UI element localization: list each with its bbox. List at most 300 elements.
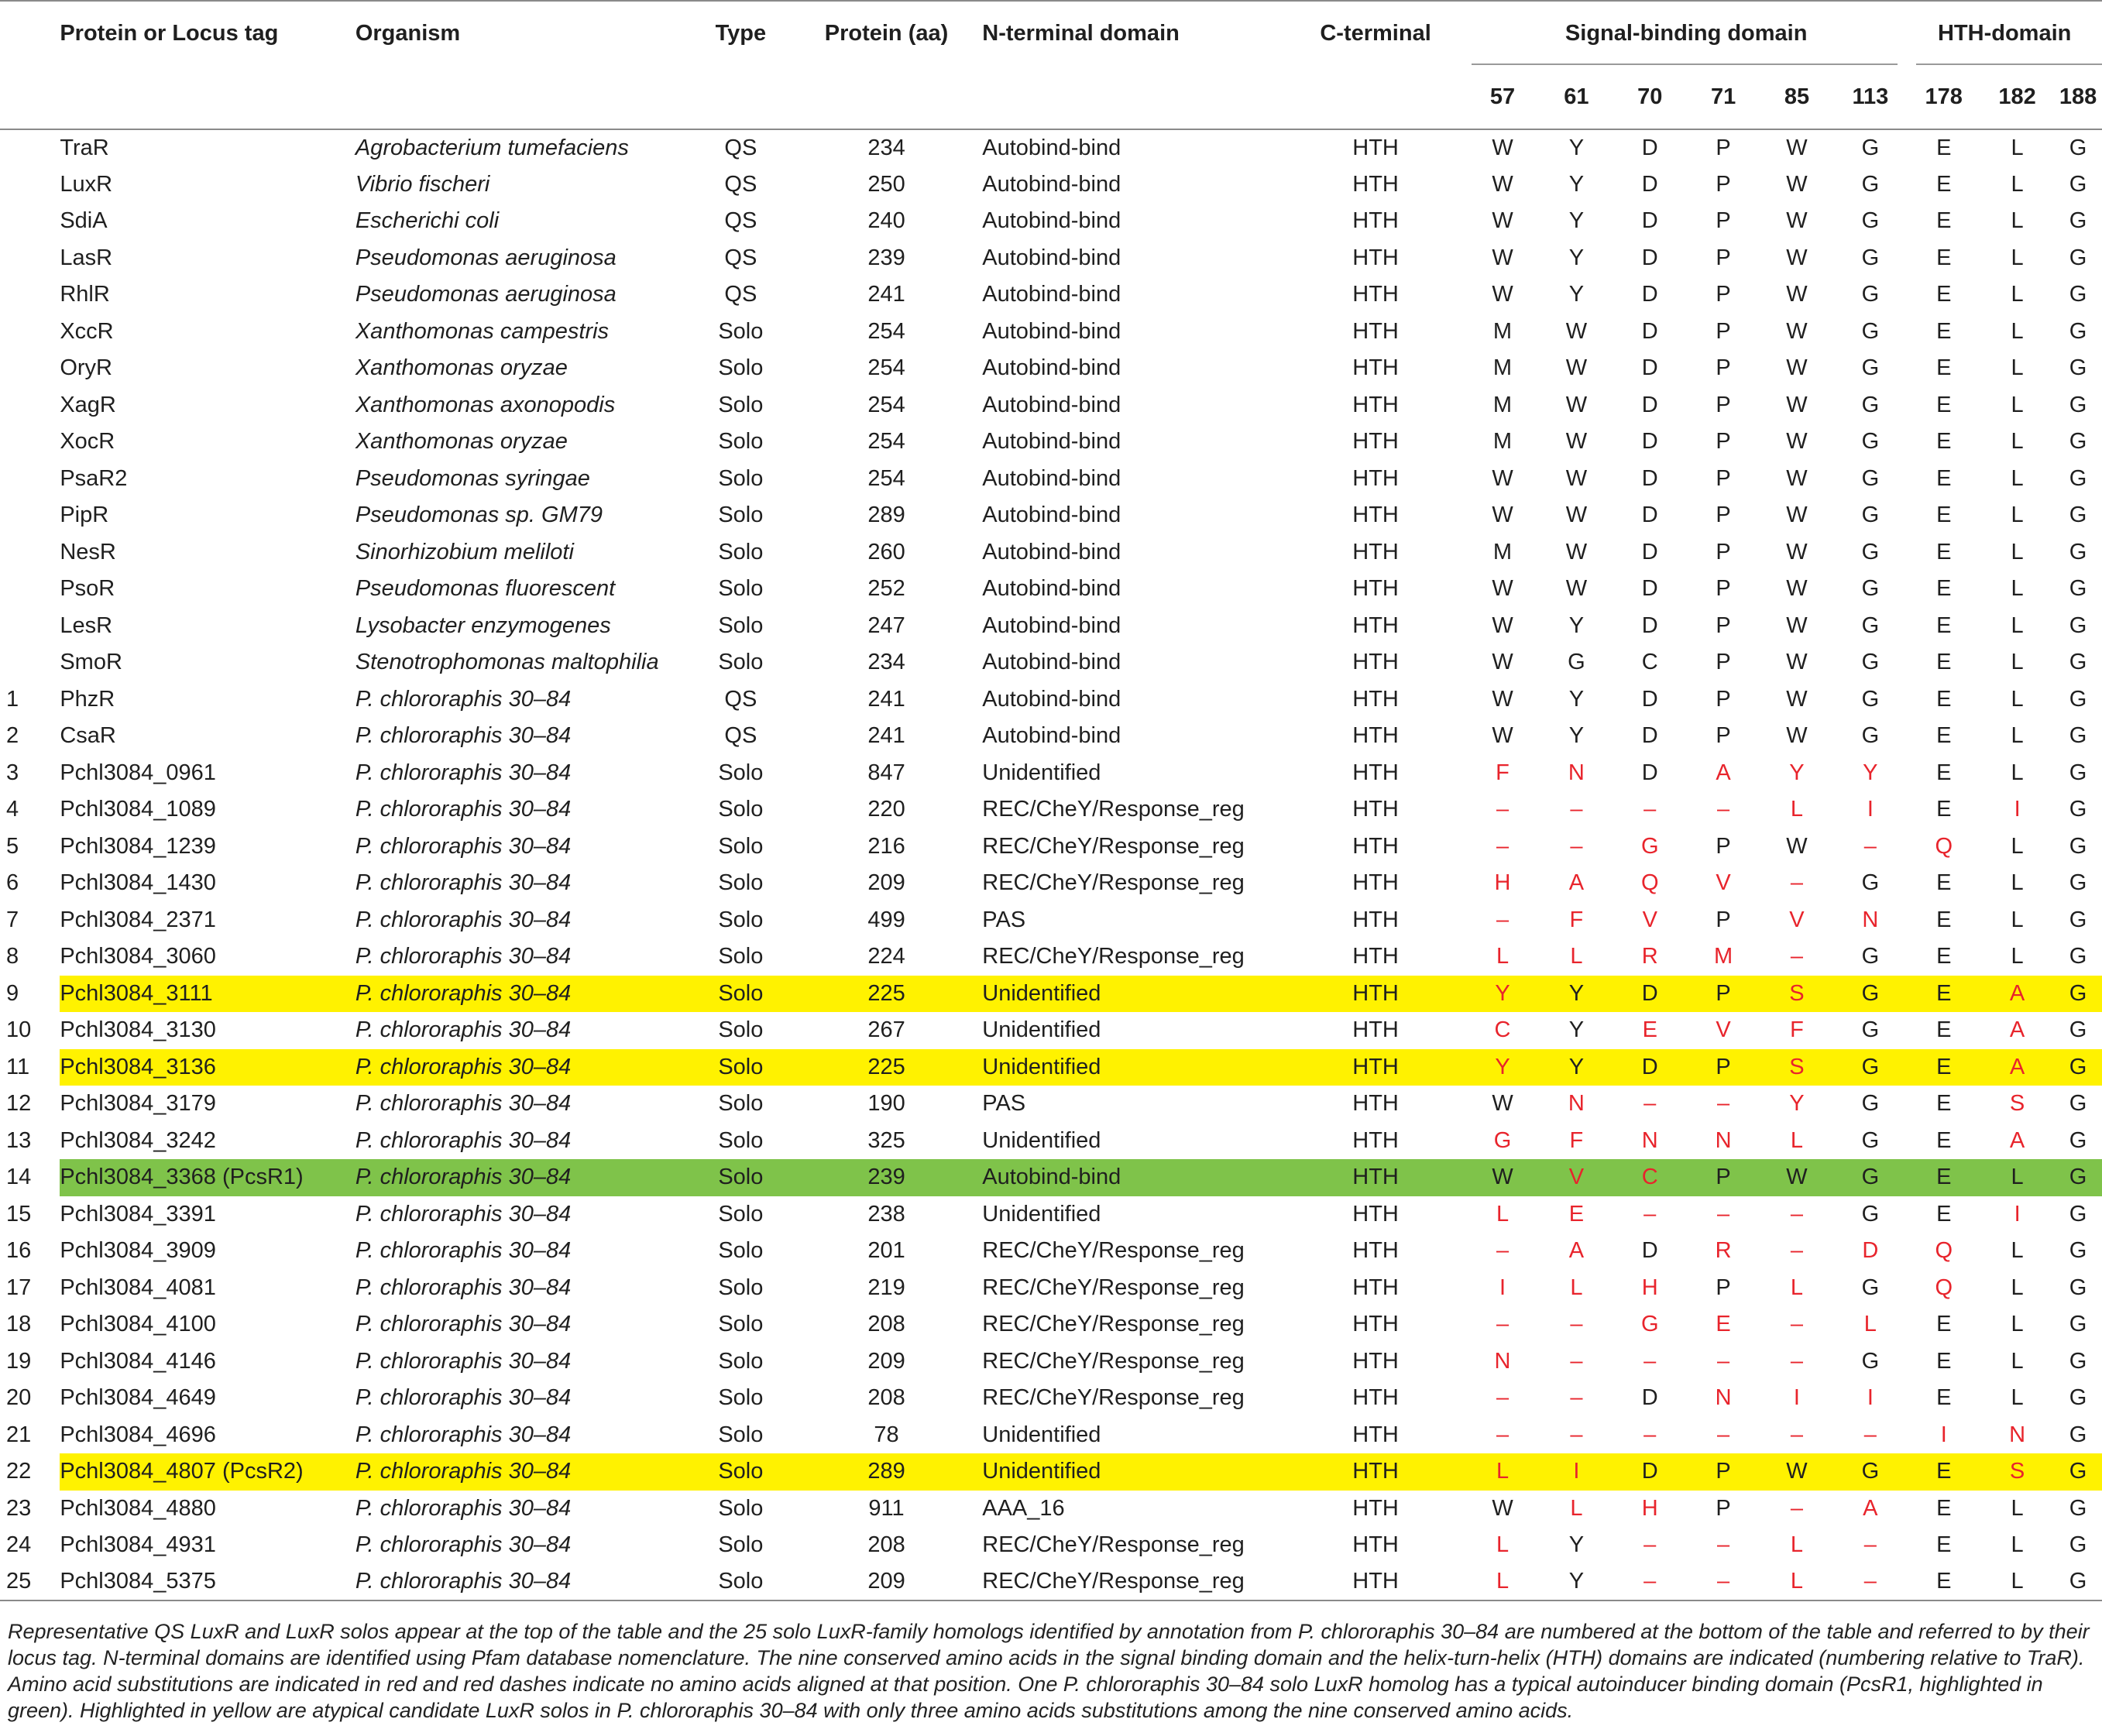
organism-name: P. chlororaphis 30–84 <box>355 1569 572 1594</box>
protein-name: XccR <box>60 318 114 344</box>
nterm-domain: Autobind-bind <box>982 539 1121 564</box>
residue-178: E <box>1936 245 1952 270</box>
residue-71: P <box>1716 833 1731 859</box>
residue-71: P <box>1716 723 1731 749</box>
residue-61: L <box>1570 944 1583 969</box>
residue-61: – <box>1570 833 1583 859</box>
residue-85: W <box>1786 318 1808 344</box>
length-cell: 219 <box>867 1275 905 1300</box>
row-number: 25 <box>6 1569 32 1594</box>
row-number: 8 <box>6 944 19 969</box>
type-cell: Solo <box>718 1495 764 1521</box>
residue-178: E <box>1936 465 1952 491</box>
cterm-domain: HTH <box>1352 429 1399 455</box>
cterm-domain: HTH <box>1286 976 1465 1013</box>
residue-182: L <box>1980 1159 2054 1196</box>
residue-61: Y <box>1568 135 1585 160</box>
table-row <box>0 1527 2102 1564</box>
residue-188: G <box>2069 245 2087 270</box>
residue-113: A <box>1863 1495 1878 1521</box>
residue-113: G <box>1861 135 1880 160</box>
length-cell: 190 <box>867 1091 905 1117</box>
organism-name: P. chlororaphis 30–84 <box>355 1201 572 1227</box>
residue-113: I <box>1867 797 1874 822</box>
residue-85: W <box>1786 576 1808 602</box>
residue-188: G <box>2069 429 2087 455</box>
type-cell: Solo <box>718 355 764 381</box>
nterm-domain: Autobind-bind <box>982 282 1121 307</box>
row-number: 24 <box>6 1532 32 1558</box>
protein-name: TraR <box>60 135 109 160</box>
residue-188: G <box>2069 576 2087 602</box>
residue-70: D <box>1641 208 1658 234</box>
nterm-domain: REC/CheY/Response_reg <box>982 1238 1245 1264</box>
residue-85: W <box>1760 1159 1834 1196</box>
cterm-domain: HTH <box>1352 650 1399 675</box>
residue-57: – <box>1496 1238 1510 1264</box>
residue-70: V <box>1642 907 1657 932</box>
type-cell: Solo <box>718 576 764 602</box>
table-header <box>0 1 2102 129</box>
residue-178: E <box>1936 503 1952 528</box>
table-row <box>0 1123 2102 1160</box>
organism-name: P. chlororaphis 30–84 <box>355 944 572 969</box>
residue-57: M <box>1492 392 1513 417</box>
table-row <box>0 1417 2102 1454</box>
residue-113: G <box>1861 282 1880 307</box>
protein-name: PsoR <box>60 576 115 602</box>
residue-70: D <box>1641 429 1658 455</box>
residue-85: W <box>1786 355 1808 381</box>
residue-61: Y <box>1568 245 1585 270</box>
residue-178: E <box>1936 944 1952 969</box>
residue-113: G <box>1861 1201 1880 1227</box>
residue-182: L <box>2011 833 2024 859</box>
protein-name: Pchl3084_3909 <box>60 1238 216 1264</box>
residue-70: D <box>1641 503 1658 528</box>
residue-178: E <box>1907 1453 1980 1491</box>
residue-188: G <box>2069 208 2087 234</box>
residue-57: C <box>1494 1017 1511 1043</box>
length-cell: 220 <box>867 797 905 822</box>
row-number: 21 <box>6 1422 32 1447</box>
residue-57: – <box>1496 1312 1510 1337</box>
cterm-domain: HTH <box>1352 944 1399 969</box>
residue-61: Y <box>1568 282 1585 307</box>
table-row <box>0 938 2102 976</box>
residue-57: L <box>1496 1569 1510 1594</box>
residue-70: D <box>1641 245 1658 270</box>
nterm-domain: REC/CheY/Response_reg <box>982 797 1245 822</box>
cterm-domain: HTH <box>1352 171 1399 197</box>
table-caption: Representative QS LuxR and LuxR solos appear at the top of the table and the 25 solo LuxR-family homologs identified by annotation from P. chlororaphis 30–84 are numbered at the bottom of the table and referred to by their locus tag. N-terminal domains are identified using Pfam database nomenclature. The nine conserved amino acids in the signal binding domain and the helix-turn-helix (HTH) domains are indicated (numbering relative to TraR). Amino acid substitutions are indicated in red and red dashes indicate no amino acids aligned at that position. One P. chlororaphis 30–84 solo LuxR homolog has a typical autoinducer binding domain (PcsR1, highlighted in green). Highlighted in yellow are atypical candidate LuxR solos in P. chlororaphis 30–84 with only three amino acids substitutions among the nine conserved amino acids. <box>8 1620 2090 1722</box>
length-cell: 239 <box>867 245 905 270</box>
residue-113: G <box>1861 539 1880 564</box>
organism-name: P. chlororaphis 30–84 <box>355 797 572 822</box>
residue-71: A <box>1716 760 1731 785</box>
residue-188: G <box>2069 612 2087 638</box>
residue-113: D <box>1862 1238 1879 1264</box>
residue-188: G <box>2069 944 2087 969</box>
residue-61: N <box>1568 760 1585 785</box>
residue-57: – <box>1496 1422 1510 1447</box>
residue-71: P <box>1716 465 1731 491</box>
residue-188: G <box>2069 1312 2087 1337</box>
residue-188: G <box>2069 1348 2087 1374</box>
row-number: 2 <box>6 723 19 749</box>
length-cell: 241 <box>867 686 905 712</box>
residue-182: A <box>2009 1017 2025 1043</box>
table-row <box>0 461 2102 498</box>
residue-188: G <box>2069 1127 2087 1153</box>
cterm-domain: HTH <box>1352 612 1399 638</box>
residue-85: W <box>1786 539 1808 564</box>
residue-61: – <box>1570 1348 1583 1374</box>
residue-61: Y <box>1540 1049 1613 1086</box>
residue-178: E <box>1936 576 1952 602</box>
residue-71: P <box>1716 503 1731 528</box>
cterm-domain: HTH <box>1352 1275 1399 1300</box>
header-organism: Organism <box>355 20 461 46</box>
residue-182: A <box>1980 1049 2054 1086</box>
type-cell: Solo <box>718 650 764 675</box>
table-row <box>0 681 2102 719</box>
residue-85: Y <box>1789 760 1805 785</box>
nterm-domain: Autobind-bind <box>982 723 1121 749</box>
residue-113: G <box>1861 612 1880 638</box>
table-row <box>0 166 2102 204</box>
residue-71: M <box>1714 944 1733 969</box>
type-cell: Solo <box>718 1091 764 1117</box>
residue-70: – <box>1643 1422 1657 1447</box>
table-row <box>0 497 2102 534</box>
nterm-domain: Autobind-bind <box>982 576 1121 602</box>
table-row <box>0 976 2102 1013</box>
residue-178: E <box>1936 135 1952 160</box>
nterm-domain: PAS <box>982 1091 1026 1117</box>
residue-188: G <box>2069 907 2087 932</box>
residue-61: – <box>1570 1312 1583 1337</box>
residue-188: G <box>2069 282 2087 307</box>
row-number: 1 <box>6 686 19 712</box>
type-cell: Solo <box>691 976 791 1013</box>
type-cell: QS <box>724 208 757 234</box>
row-number <box>0 166 60 204</box>
protein-name: Pchl3084_4807 (PcsR2) <box>60 1453 355 1491</box>
organism-name: Xanthomonas campestris <box>355 318 610 344</box>
table-row <box>0 276 2102 314</box>
length-cell: 250 <box>867 171 905 197</box>
residue-61: E <box>1568 1201 1585 1227</box>
cterm-domain: HTH <box>1352 797 1399 822</box>
residue-178: E <box>1936 392 1952 417</box>
organism-name: P. chlororaphis 30–84 <box>355 907 572 932</box>
table-row <box>0 1343 2102 1381</box>
residue-61: F <box>1569 907 1584 932</box>
residue-57: – <box>1496 833 1510 859</box>
length-cell: 209 <box>867 870 905 896</box>
length-cell: 254 <box>867 392 905 417</box>
nterm-domain: REC/CheY/Response_reg <box>982 1275 1245 1300</box>
protein-name: Pchl3084_5375 <box>60 1569 216 1594</box>
protein-name: Pchl3084_1089 <box>60 797 216 822</box>
residue-57: M <box>1492 429 1513 455</box>
row-number: 14 <box>0 1159 60 1196</box>
organism-name: Pseudomonas syringae <box>355 465 590 491</box>
residue-61: V <box>1540 1159 1613 1196</box>
organism-name: Xanthomonas oryzae <box>355 429 568 455</box>
residue-71: P <box>1716 392 1731 417</box>
residue-57: W <box>1492 171 1513 197</box>
type-cell: Solo <box>718 944 764 969</box>
residue-70: D <box>1641 612 1658 638</box>
residue-113: G <box>1861 686 1880 712</box>
protein-name: CsaR <box>60 723 116 749</box>
protein-name: Pchl3084_4880 <box>60 1495 216 1521</box>
table-row <box>0 1196 2102 1233</box>
residue-71: P <box>1716 245 1731 270</box>
residue-70: C <box>1641 650 1658 675</box>
protein-name: Pchl3084_4649 <box>60 1385 216 1411</box>
row-number: 5 <box>6 833 19 859</box>
residue-182: L <box>2011 429 2024 455</box>
row-number: 3 <box>6 760 19 785</box>
protein-name: PipR <box>60 503 109 528</box>
protein-name: Pchl3084_2371 <box>60 907 216 932</box>
residue-57: H <box>1494 870 1511 896</box>
length-cell: 289 <box>791 1453 982 1491</box>
residue-57: W <box>1492 465 1513 491</box>
residue-61: N <box>1568 1091 1585 1117</box>
length-cell: 260 <box>867 539 905 564</box>
residue-188: G <box>2069 1495 2087 1521</box>
table-row <box>0 203 2102 240</box>
residue-182: L <box>2011 392 2024 417</box>
organism-name: P. chlororaphis 30–84 <box>355 1495 572 1521</box>
length-cell: 254 <box>867 355 905 381</box>
residue-178: E <box>1907 1049 1980 1086</box>
protein-name: Pchl3084_1239 <box>60 833 216 859</box>
row-number: 23 <box>6 1495 32 1521</box>
residue-182: L <box>2011 1238 2024 1264</box>
residue-113: G <box>1833 1159 1907 1196</box>
organism-name: P. chlororaphis 30–84 <box>355 723 572 749</box>
cterm-domain: HTH <box>1352 760 1399 785</box>
residue-178: E <box>1936 1017 1952 1043</box>
residue-71: V <box>1716 870 1731 896</box>
type-cell: Solo <box>718 1127 764 1153</box>
cterm-domain: HTH <box>1352 686 1399 712</box>
residue-71: P <box>1716 318 1731 344</box>
residue-57: – <box>1496 907 1510 932</box>
protein-name: SmoR <box>60 650 122 675</box>
residue-61: W <box>1565 465 1588 491</box>
organism-name: Lysobacter enzymogenes <box>355 612 611 638</box>
row-number <box>0 387 60 424</box>
residue-85: W <box>1786 503 1808 528</box>
residue-85: W <box>1786 465 1808 491</box>
protein-name: Pchl3084_3368 (PcsR1) <box>60 1159 355 1196</box>
residue-188: G <box>2069 723 2087 749</box>
residue-85: W <box>1786 833 1808 859</box>
row-number <box>0 203 60 240</box>
residue-57: M <box>1492 539 1513 564</box>
row-number: 7 <box>6 907 19 932</box>
residue-71: – <box>1717 797 1730 822</box>
residue-61: L <box>1570 1495 1583 1521</box>
residue-182: L <box>2011 576 2024 602</box>
nterm-domain: Autobind-bind <box>982 171 1121 197</box>
residue-70: D <box>1641 1385 1658 1411</box>
residue-85: V <box>1789 907 1805 932</box>
organism-name: P. chlororaphis 30–84 <box>355 1127 572 1153</box>
cterm-domain: HTH <box>1352 576 1399 602</box>
type-cell: QS <box>724 135 757 160</box>
residue-113: G <box>1861 318 1880 344</box>
residue-182: L <box>2011 318 2024 344</box>
residue-113: G <box>1861 392 1880 417</box>
type-cell: Solo <box>718 870 764 896</box>
nterm-domain: Autobind-bind <box>982 318 1121 344</box>
protein-name: LuxR <box>60 171 113 197</box>
organism-name: P. chlororaphis 30–84 <box>355 1312 572 1337</box>
residue-61: Y <box>1568 1532 1585 1558</box>
residue-85: L <box>1790 1532 1804 1558</box>
table-row <box>0 314 2102 351</box>
residue-61: G <box>1568 650 1585 675</box>
residue-182: L <box>2011 1495 2024 1521</box>
residue-188: G <box>2069 1017 2087 1043</box>
residue-70: D <box>1641 465 1658 491</box>
residue-113: G <box>1861 429 1880 455</box>
row-number: 16 <box>6 1238 32 1264</box>
residue-85: – <box>1790 1201 1804 1227</box>
residue-57: M <box>1492 318 1513 344</box>
protein-name: XocR <box>60 429 115 455</box>
protein-name: Pchl3084_3060 <box>60 944 216 969</box>
residue-178: E <box>1936 1127 1952 1153</box>
residue-70: G <box>1640 833 1659 859</box>
residue-61: W <box>1565 318 1588 344</box>
protein-name: Pchl3084_3179 <box>60 1091 216 1117</box>
residue-85: – <box>1790 1422 1804 1447</box>
residue-61: – <box>1570 797 1583 822</box>
residue-178: Q <box>1935 1238 1953 1264</box>
residue-182: L <box>2011 245 2024 270</box>
cterm-domain: HTH <box>1352 282 1399 307</box>
header-signal-binding-domain: Signal-binding domain <box>1465 1 1907 65</box>
cterm-domain: HTH <box>1286 1453 1465 1491</box>
header-type: Type <box>715 20 767 46</box>
type-cell: Solo <box>718 1201 764 1227</box>
type-cell: Solo <box>718 318 764 344</box>
residue-188: G <box>2069 870 2087 896</box>
residue-113: L <box>1863 1312 1877 1337</box>
residue-71: N <box>1715 1385 1732 1411</box>
residue-113: – <box>1863 833 1877 859</box>
residue-85: – <box>1790 870 1804 896</box>
residue-71: P <box>1716 208 1731 234</box>
nterm-domain: Unidentified <box>982 1453 1286 1491</box>
length-cell: 225 <box>791 976 982 1013</box>
type-cell: Solo <box>718 1532 764 1558</box>
residue-71: P <box>1716 171 1731 197</box>
residue-178: E <box>1936 429 1952 455</box>
length-cell: 238 <box>867 1201 905 1227</box>
residue-85: L <box>1790 1275 1804 1300</box>
residue-61: W <box>1565 392 1588 417</box>
cterm-domain: HTH <box>1286 1049 1465 1086</box>
residue-182: L <box>2011 870 2024 896</box>
residue-188: G <box>2054 976 2102 1013</box>
residue-71: R <box>1715 1238 1732 1264</box>
header-pos-85: 85 <box>1784 84 1810 109</box>
protein-name: Pchl3084_4696 <box>60 1422 216 1447</box>
residue-61: F <box>1569 1127 1584 1153</box>
organism-name: Stenotrophomonas maltophilia <box>355 650 659 675</box>
length-cell: 209 <box>867 1348 905 1374</box>
organism-name: P. chlororaphis 30–84 <box>355 1453 691 1491</box>
residue-61: A <box>1568 870 1585 896</box>
residue-85: S <box>1760 976 1834 1013</box>
residue-113: Y <box>1863 760 1878 785</box>
organism-name: P. chlororaphis 30–84 <box>355 1049 691 1086</box>
header-pos-182: 182 <box>1998 84 2036 109</box>
organism-name: Pseudomonas aeruginosa <box>355 282 617 307</box>
cterm-domain: HTH <box>1352 392 1399 417</box>
nterm-domain: Autobind-bind <box>982 135 1121 160</box>
residue-178: E <box>1936 318 1952 344</box>
row-number <box>0 240 60 277</box>
residue-85: W <box>1760 1453 1834 1491</box>
nterm-domain: REC/CheY/Response_reg <box>982 1385 1245 1411</box>
residue-182: L <box>2011 650 2024 675</box>
residue-70: G <box>1640 1312 1659 1337</box>
row-number: 19 <box>6 1348 32 1374</box>
header-pos-57: 57 <box>1489 84 1516 109</box>
residue-113: G <box>1861 723 1880 749</box>
cterm-domain: HTH <box>1352 539 1399 564</box>
cterm-domain: HTH <box>1352 1312 1399 1337</box>
organism-name: Sinorhizobium meliloti <box>355 539 574 564</box>
protein-name: Pchl3084_3391 <box>60 1201 216 1227</box>
residue-178: E <box>1936 612 1952 638</box>
length-cell: 208 <box>867 1312 905 1337</box>
residue-113: G <box>1861 650 1880 675</box>
residue-70: C <box>1613 1159 1687 1196</box>
type-cell: QS <box>724 245 757 270</box>
table-row <box>0 865 2102 902</box>
residue-85: W <box>1786 650 1808 675</box>
residue-61: W <box>1565 503 1588 528</box>
residue-113: G <box>1833 1453 1907 1491</box>
residue-61: Y <box>1568 1569 1585 1594</box>
organism-name: Pseudomonas fluorescent <box>355 576 616 602</box>
residue-57: – <box>1496 1385 1510 1411</box>
header-pos-70: 70 <box>1637 84 1663 109</box>
protein-name: Pchl3084_3111 <box>60 976 355 1013</box>
residue-188: G <box>2069 1238 2087 1264</box>
residue-85: W <box>1786 282 1808 307</box>
row-number: 18 <box>6 1312 32 1337</box>
residue-85: I <box>1793 1385 1800 1411</box>
residue-85: W <box>1786 245 1808 270</box>
protein-name: PhzR <box>60 686 115 712</box>
residue-113: I <box>1867 1385 1874 1411</box>
residue-57: G <box>1493 1127 1512 1153</box>
residue-178: E <box>1936 1312 1952 1337</box>
row-number: 22 <box>0 1453 60 1491</box>
